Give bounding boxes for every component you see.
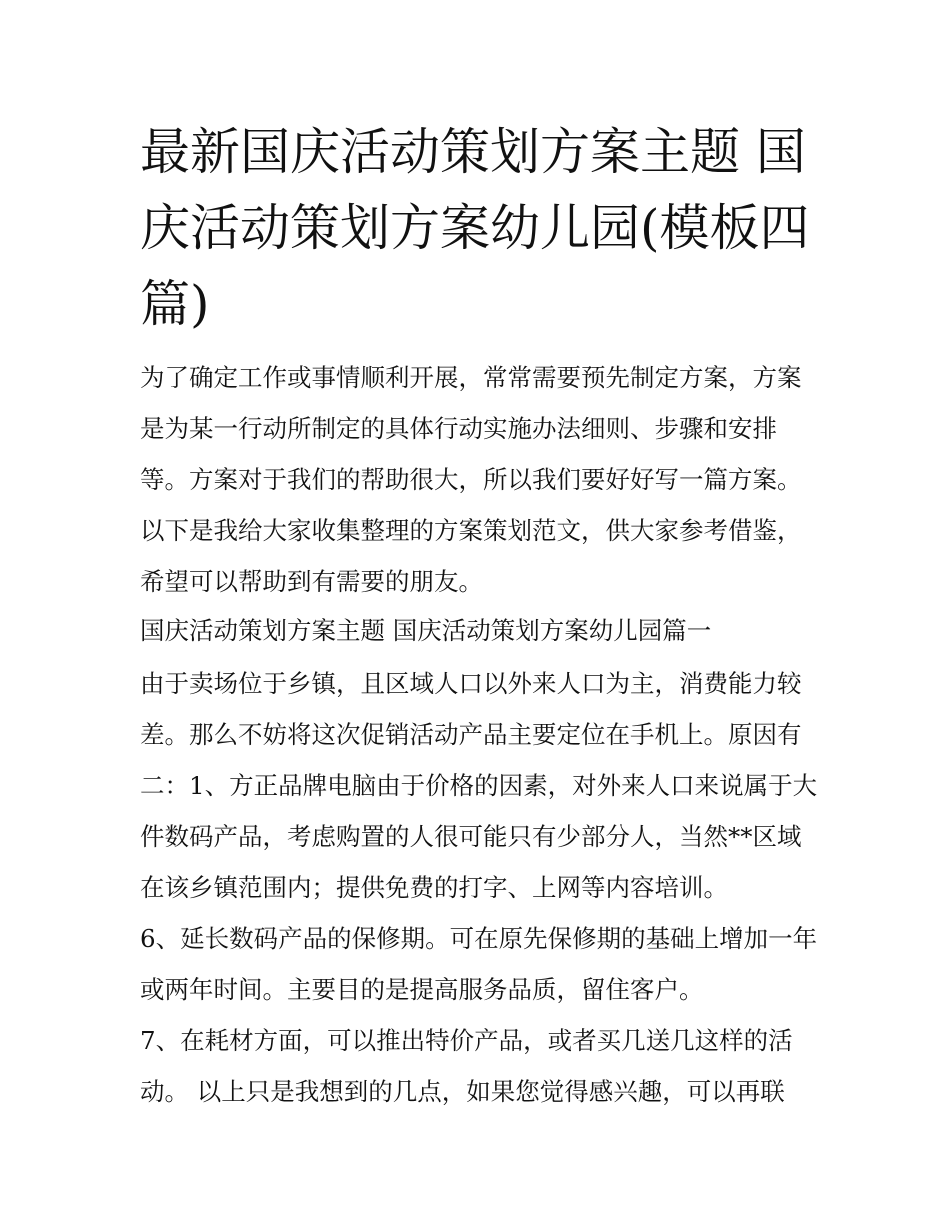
section-heading: 国庆活动策划方案主题 国庆活动策划方案幼儿园篇一 xyxy=(140,616,712,645)
body-paragraph-market: 由于卖场位于乡镇，且区域人口以外来人口为主，消费能力较差。那么不妨将这次促销活动产品主要定位在手机上。原因有二：1、方正品牌电脑由于价格的因素，对外来人口来说属于大件数码产品，考虑购置的人很可能只有少部分人，当然**区域在该乡镇范围内；提供免费的打字、上网等内容培训。 xyxy=(140,669,818,902)
document-title: 最新国庆活动策划方案主题 国庆活动策划方案幼儿园(模板四篇) xyxy=(140,123,810,333)
intro-paragraph: 为了确定工作或事情顺利开展，常常需要预先制定方案，方案是为某一行动所制定的具体行动实施办法细则、步骤和安排等。方案对于我们的帮助很大，所以我们要好好写一篇方案。以下是我给大家收集整理的方案策划范文，供大家参考借鉴，希望可以帮助到有需要的朋友。 xyxy=(140,363,802,596)
body-paragraph-warranty: 6、延长数码产品的保修期。可在原先保修期的基础上增加一年或两年时间。主要目的是提高服务品质，留住客户。 xyxy=(140,924,818,1004)
body-paragraph-consumables: 7、在耗材方面，可以推出特价产品，或者买几送几这样的活动。 以上只是我想到的几点，如果您觉得感兴趣，可以再联 xyxy=(140,1026,793,1106)
